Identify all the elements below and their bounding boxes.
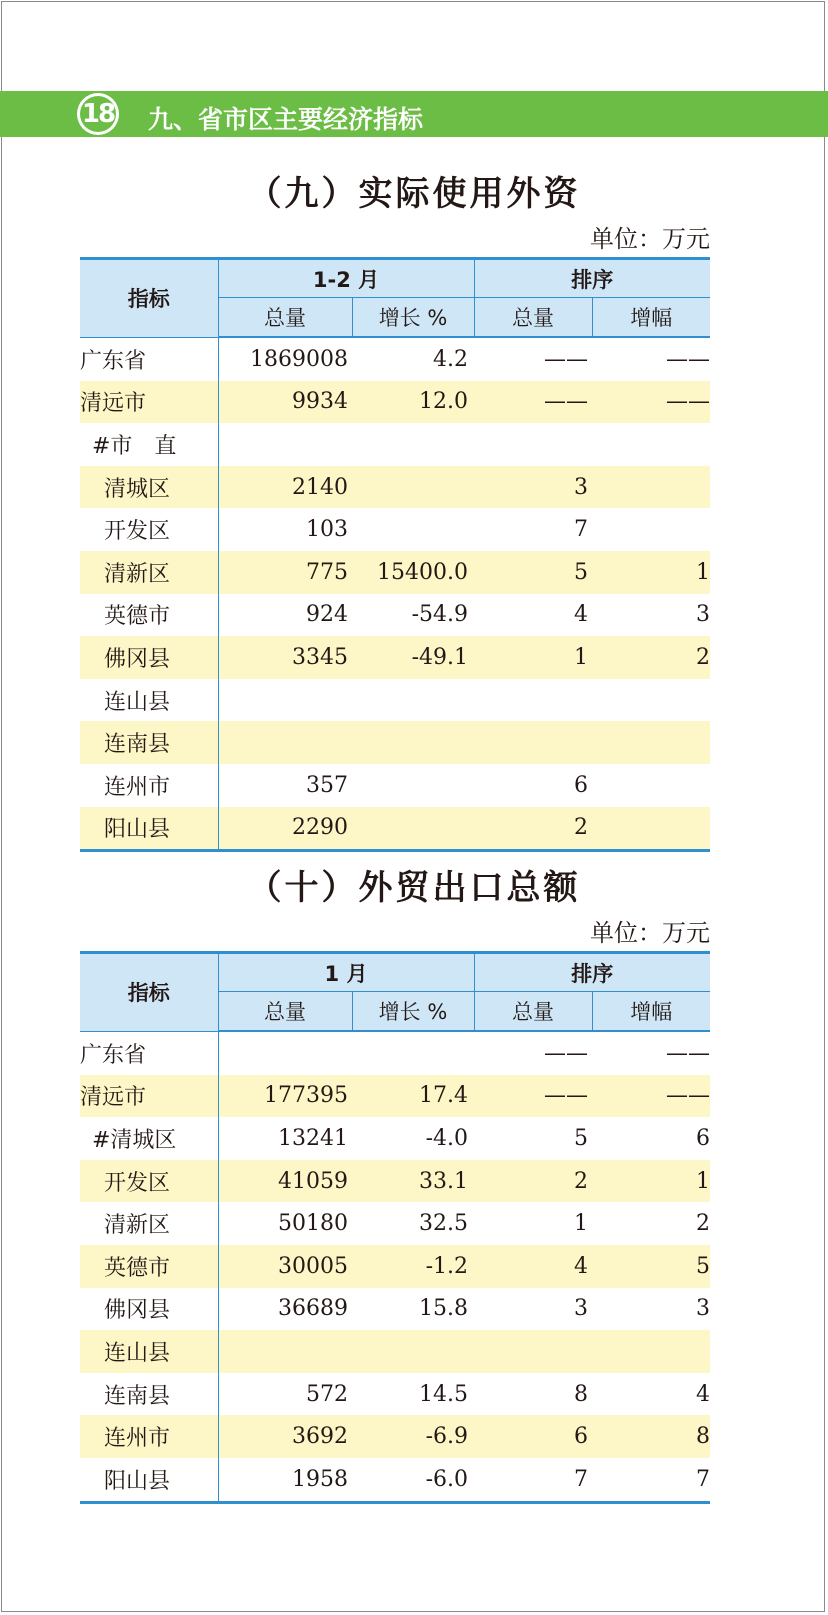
unit-label-fdi: 单位：万元 [590,225,710,253]
header-growth: 增长 % [352,298,474,338]
row-rank-total: 6 [574,772,589,798]
table-row [80,1415,710,1458]
header-rank: 排序 [474,953,710,992]
header-rank-total: 总量 [474,298,592,338]
row-rank-growth: 5 [592,1245,710,1288]
row-rank-growth [592,423,710,466]
row-total: 41059 [218,1160,352,1203]
row-total: 775 [218,551,352,594]
row-total: 36689 [278,1296,348,1322]
row-total: 3345 [218,636,352,679]
header-total: 总量 [218,298,352,338]
row-growth: 4.2 [433,346,469,372]
row-growth [352,679,474,722]
row-rank-growth: —— [592,381,710,424]
table-row [80,423,710,466]
row-rank-total: —— [544,1040,588,1066]
row-growth: -54.9 [411,602,469,628]
row-rank-total: 7 [574,517,589,543]
row-growth [352,1031,474,1075]
row-rank-total: 7 [474,1458,592,1502]
row-total: 1869008 [250,346,348,372]
row-growth [352,1330,474,1373]
row-total [218,679,352,722]
row-rank-growth: —— [666,346,711,372]
row-rank-growth [592,508,710,551]
table-row [80,1160,710,1203]
table-row [80,466,710,509]
header-rank: 排序 [474,259,710,298]
row-total [218,1031,352,1075]
row-name: 开发区 [80,508,218,551]
row-total: 1958 [218,1458,352,1502]
header-period: 1-2 月 [218,259,474,298]
row-rank-growth [592,1330,710,1373]
row-rank-total [474,721,592,764]
header-rank-total: 总量 [474,992,592,1032]
row-rank-total: 4 [574,602,589,628]
row-name: #清城区 [80,1117,218,1160]
table-row [80,1031,710,1075]
row-growth: 32.5 [419,1211,468,1237]
row-growth: 12.0 [352,381,474,424]
table-row [80,1202,710,1245]
row-total: 924 [306,602,348,628]
row-total: 103 [306,517,348,543]
row-total: 9934 [218,381,352,424]
fdi-table-body [80,337,710,851]
row-growth: 17.4 [352,1075,474,1118]
row-growth: -6.0 [352,1458,474,1502]
row-name: 佛冈县 [80,636,218,679]
row-growth: 14.5 [419,1381,468,1407]
section-title-fdi: （九）实际使用外资 [247,174,581,214]
row-name: 佛冈县 [80,1288,218,1331]
export-table [80,951,710,1504]
row-rank-growth [592,721,710,764]
row-rank-growth [592,807,710,851]
row-growth [352,423,474,466]
row-rank-total: 1 [474,636,592,679]
row-name: 连州市 [80,1415,218,1458]
export-table-body [80,1031,710,1502]
header-growth: 增长 % [352,992,474,1032]
row-growth: 15400.0 [352,551,474,594]
row-rank-growth [592,466,710,509]
table-row [80,1075,710,1118]
row-name: #市 直 [80,423,218,466]
row-rank-total: 5 [474,551,592,594]
row-rank-total: 4 [474,1245,592,1288]
page-number-badge [77,93,119,135]
row-growth: 15.8 [419,1296,468,1322]
row-rank-growth [592,679,710,722]
table-row [80,337,710,381]
header-rank-growth: 增幅 [592,298,710,338]
row-growth [352,764,474,807]
row-total [218,1330,352,1373]
row-rank-growth: 1 [592,551,710,594]
row-name: 清远市 [80,1075,218,1118]
row-total: 357 [306,772,348,798]
row-name: 广东省 [80,337,218,381]
row-total: 30005 [218,1245,352,1288]
row-growth [352,508,474,551]
row-growth [352,466,474,509]
row-name: 连州市 [80,764,218,807]
fdi-table [80,257,710,852]
row-rank-total: 8 [574,1381,588,1407]
row-growth: -4.0 [425,1125,468,1151]
row-rank-growth: —— [666,1040,710,1066]
row-rank-total: —— [474,381,592,424]
row-rank-total: 3 [474,466,592,509]
header-total: 总量 [218,992,352,1032]
unit-label-export: 单位：万元 [590,919,710,947]
row-total: 50180 [278,1211,348,1237]
row-name: 开发区 [80,1160,218,1203]
row-growth [352,807,474,851]
row-rank-total [474,423,592,466]
row-total: 2140 [218,466,352,509]
section-title-export: （十）外贸出口总额 [247,868,581,908]
row-rank-total: —— [544,346,589,372]
table-row [80,551,710,594]
table-row [80,1373,710,1416]
header-indicator: 指标 [80,259,218,338]
row-growth: -49.1 [352,636,474,679]
table-row [80,807,710,851]
row-name: 连山县 [80,1330,218,1373]
row-growth: 33.1 [352,1160,474,1203]
row-total: 2290 [218,807,352,851]
row-rank-total: 3 [574,1296,588,1322]
row-name: 英德市 [80,1245,218,1288]
table-row [80,594,710,637]
row-rank-total: 1 [574,1211,588,1237]
row-name: 清城区 [80,466,218,509]
row-total: 3692 [218,1415,352,1458]
table-row [80,764,710,807]
row-name: 清新区 [80,1202,218,1245]
row-rank-growth: 8 [592,1415,710,1458]
row-name: 阳山县 [80,807,218,851]
table-row [80,508,710,551]
row-rank-total: 2 [474,1160,592,1203]
chapter-title: 九、省市区主要经济指标 [148,105,424,134]
row-total: 177395 [218,1075,352,1118]
row-rank-growth: 1 [592,1160,710,1203]
row-rank-total: 2 [474,807,592,851]
row-rank-growth: 7 [592,1458,710,1502]
row-name: 连南县 [80,721,218,764]
row-name: 阳山县 [80,1458,218,1502]
row-rank-growth: 3 [696,602,711,628]
row-rank-growth: —— [592,1075,710,1118]
table-row [80,1245,710,1288]
header-period: 1 月 [218,953,474,992]
row-total [218,423,352,466]
row-growth: -6.9 [352,1415,474,1458]
table-row [80,1458,710,1502]
row-growth: -1.2 [352,1245,474,1288]
row-rank-total: 5 [574,1125,588,1151]
row-rank-growth: 4 [696,1381,710,1407]
row-growth [352,721,474,764]
row-rank-growth: 6 [696,1125,710,1151]
row-rank-growth [592,764,710,807]
table-row [80,679,710,722]
row-name: 英德市 [80,594,218,637]
row-name: 清新区 [80,551,218,594]
table-row [80,1117,710,1160]
row-rank-total [474,679,592,722]
header-indicator: 指标 [80,953,218,1032]
table-row [80,636,710,679]
row-name: 连南县 [80,1373,218,1416]
row-name: 清远市 [80,381,218,424]
table-row [80,1288,710,1331]
row-name: 广东省 [80,1031,218,1075]
row-name: 连山县 [80,679,218,722]
table-row [80,381,710,424]
row-rank-growth: 2 [592,636,710,679]
row-rank-total [474,1330,592,1373]
row-total [218,721,352,764]
row-rank-total: 6 [474,1415,592,1458]
table-row [80,721,710,764]
row-rank-growth: 3 [696,1296,710,1322]
header-rank-growth: 增幅 [592,992,710,1032]
table-row [80,1330,710,1373]
row-rank-growth: 2 [696,1211,710,1237]
page-number: 18 [80,96,116,132]
row-total: 13241 [278,1125,348,1151]
row-total: 572 [306,1381,348,1407]
row-rank-total: —— [474,1075,592,1118]
